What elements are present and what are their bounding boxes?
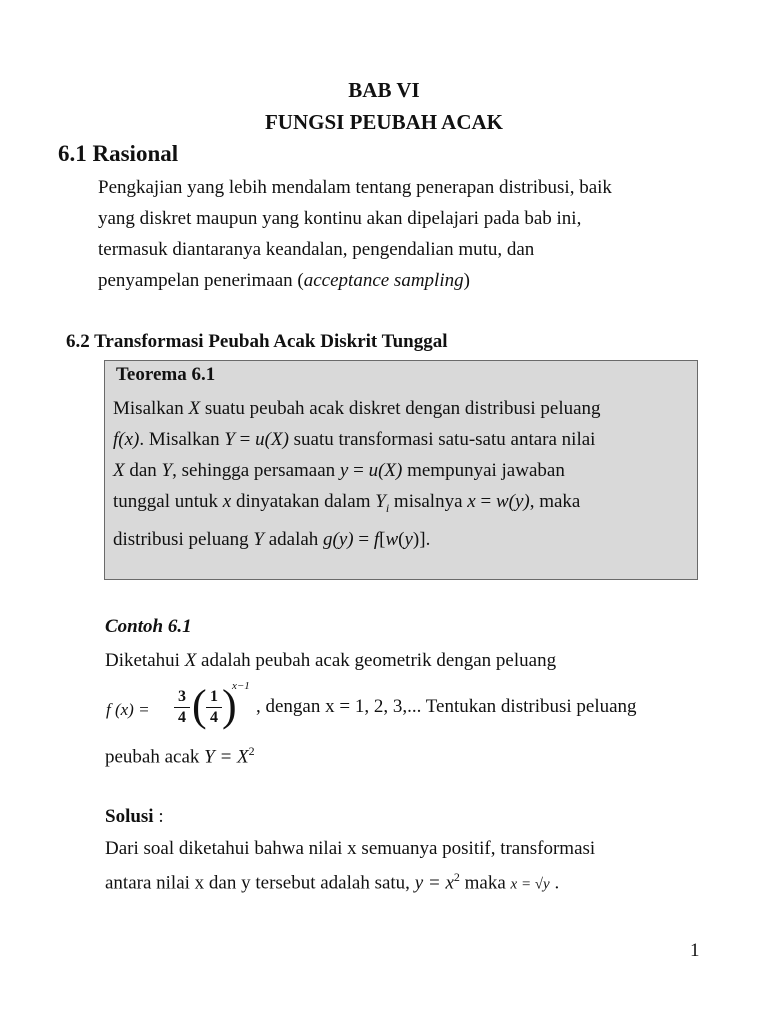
sqrt-expression: x = √y: [510, 876, 550, 893]
solution-label: Solusi :: [105, 806, 164, 827]
theorem-line: tunggal untuk x dinyatakan dalam $Y_i$ misalnya x = w(y), maka: [113, 491, 581, 515]
solution-line-2: antara nilai x dan y tersebut adalah satu, $y = x^2$ maka x = √y .: [105, 870, 560, 894]
paragraph-line: Pengkajian yang lebih mendalam tentang penerapan distribusi, baik: [98, 177, 612, 198]
theorem-line: f(x). Misalkan Y = u(X) suatu transformasi satu-satu antara nilai: [113, 429, 596, 450]
formula-fraction-3-4: 3 4: [174, 688, 190, 727]
section-heading-6-2: 6.2 Transformasi Peubah Acak Diskrit Tunggal: [66, 331, 448, 352]
section-1-paragraph: [98, 172, 718, 296]
example-intro: Diketahui X adalah peubah acak geometrik dengan peluang: [105, 650, 557, 671]
formula-left-paren: (: [192, 681, 207, 730]
section-heading-6-1: 6.1 Rasional: [58, 141, 179, 166]
formula-exponent: x−1: [232, 680, 250, 692]
paragraph-text: ): [463, 270, 470, 291]
formula-fraction-1-4: 1 4: [206, 688, 222, 727]
paragraph-line: yang diskret maupun yang kontinu akan dipelajari pada bab ini,: [98, 208, 582, 229]
paragraph-line: termasuk diantaranya keandalan, pengendalian mutu, dan: [98, 239, 535, 260]
paragraph-text: penyampelan penerimaan (: [98, 270, 304, 291]
solution-line-1: Dari soal diketahui bahwa nilai x semuanya positif, transformasi: [105, 838, 596, 859]
formula-fx: f (x) =: [106, 700, 150, 719]
paragraph-line: [98, 265, 718, 296]
formula-right-paren: ): [222, 681, 237, 730]
chapter-number: BAB VI: [348, 78, 420, 102]
page-number: 1: [690, 940, 700, 961]
theorem-text: [113, 393, 601, 555]
formula-condition: , dengan x = 1, 2, 3,... Tentukan distribusi peluang: [256, 696, 637, 717]
example-title: Contoh 6.1: [105, 616, 192, 637]
theorem-title: Teorema 6.1: [116, 364, 216, 385]
chapter-title: FUNGSI PEUBAH ACAK: [264, 110, 504, 134]
theorem-line: distribusi peluang Y adalah g(y) = f[w(y)].: [113, 528, 431, 550]
acceptance-sampling-term: acceptance sampling: [303, 270, 464, 291]
theorem-line: X dan Y, sehingga persamaan y = u(X) mempunyai jawaban: [113, 460, 565, 481]
example-question: peubah acak $Y = X^2$: [105, 744, 255, 768]
theorem-line: Misalkan X suatu peubah acak diskret dengan distribusi peluang: [113, 398, 601, 419]
